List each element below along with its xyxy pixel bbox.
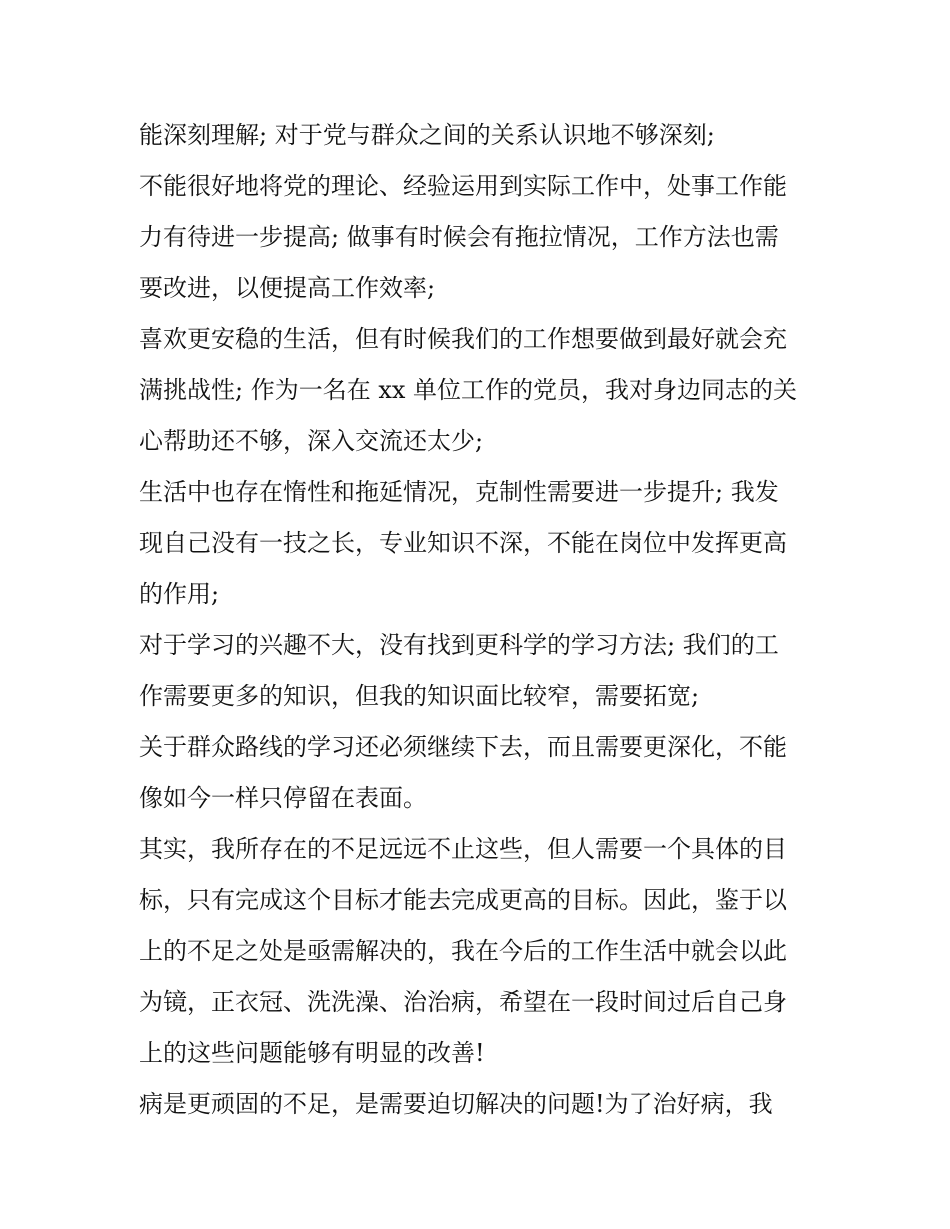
text-line: 生活中也存在惰性和拖延情况，克制性需要进一步提升; 我发 <box>139 478 779 506</box>
text-line: 能深刻理解; 对于党与群众之间的关系认识地不够深刻; <box>139 121 715 149</box>
text-line: 标，只有完成这个目标才能去完成更高的目标。因此，鉴于以 <box>139 886 787 914</box>
document-body <box>139 110 819 1130</box>
text-line: 要改进，以便提高工作效率; <box>139 274 436 302</box>
text-line: 关于群众路线的学习还必须继续下去，而且需要更深化，不能 <box>139 733 787 761</box>
text-line: 作需要更多的知识，但我的知识面比较窄，需要拓宽; <box>139 682 700 710</box>
text-line: 像如今一样只停留在表面。 <box>139 784 427 812</box>
text-line: 喜欢更安稳的生活，但有时候我们的工作想要做到最好就会充 <box>139 325 787 353</box>
text-line: 病是更顽固的不足，是需要迫切解决的问题!为了治好病，我 <box>139 1090 773 1118</box>
text-line: 满挑战性; 作为一名在 xx 单位工作的党员，我对身边同志的关 <box>139 376 798 404</box>
text-line: 心帮助还不够，深入交流还太少; <box>139 427 484 455</box>
text-line: 现自己没有一技之长，专业知识不深，不能在岗位中发挥更高 <box>139 529 787 557</box>
text-line: 对于学习的兴趣不大，没有找到更科学的学习方法; 我们的工 <box>139 631 779 659</box>
text-line: 上的这些问题能够有明显的改善! <box>139 1039 485 1067</box>
text-line: 其实，我所存在的不足远远不止这些，但人需要一个具体的目 <box>139 835 787 863</box>
text-line: 力有待进一步提高; 做事有时候会有拖拉情况，工作方法也需 <box>139 223 779 251</box>
text-line: 不能很好地将党的理论、经验运用到实际工作中，处事工作能 <box>139 172 787 200</box>
text-line: 的作用; <box>139 580 220 608</box>
text-line: 上的不足之处是亟需解决的，我在今后的工作生活中就会以此 <box>139 937 787 965</box>
text-line: 为镜，正衣冠、洗洗澡、治治病，希望在一段时间过后自己身 <box>139 988 787 1016</box>
